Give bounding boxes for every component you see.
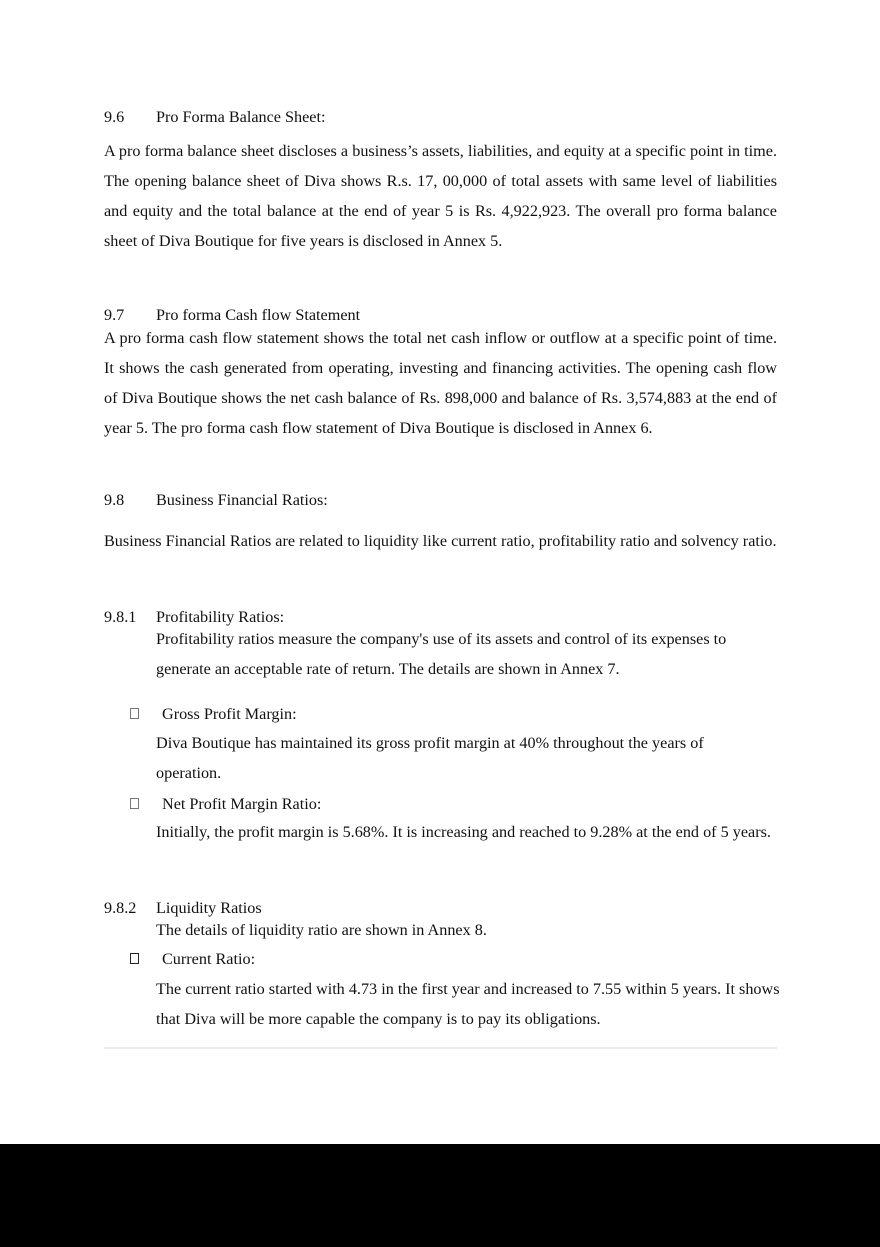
section-body-9-8-1: Profitability ratios measure the company's use of its assets and control of its expenses to generate an acceptable rate of return. The details are shown in Annex 7. — [156, 630, 727, 678]
section-number: 9.7 — [104, 306, 125, 324]
section-body-9-8-2: The details of liquidity ratio are shown in Annex 8. — [156, 921, 487, 939]
bullet-box-icon — [130, 708, 139, 719]
bullet-body-gross-profit-margin: Diva Boutique has maintained its gross profit margin at 40% throughout the years of operation. — [156, 734, 704, 782]
section-body-9-6: A pro forma balance sheet discloses a business’s assets, liabilities, and equity at a specific point in time. The opening balance sheet of Diva shows R.s. 17, 00,000 of total assets with same level of liabilities and equity and the total balance at the end of year 5 is Rs. 4,922,923. The overall pro forma balance sheet of Diva Boutique for five years is disclosed in Annex 5. — [104, 142, 777, 250]
section-body-9-8: Business Financial Ratios are related to liquidity like current ratio, profitability ratio and solvency ratio. — [104, 532, 777, 550]
page-divider — [104, 1047, 777, 1049]
bullet-body-net-profit-margin: Initially, the profit margin is 5.68%. It is increasing and reached to 9.28% at the end of 5 years. — [156, 823, 771, 841]
section-title: Profitability Ratios: — [156, 608, 285, 626]
section-title: Business Financial Ratios: — [156, 491, 328, 509]
bullet-body-current-ratio: The current ratio started with 4.73 in the first year and increased to 7.55 within 5 years. It shows that Diva will be more capable the company is to pay its obligations. — [156, 980, 780, 1028]
bullet-box-icon — [130, 798, 139, 809]
black-bottom-area — [0, 1144, 880, 1247]
section-title: Liquidity Ratios — [156, 899, 262, 917]
section-body-9-7: A pro forma cash flow statement shows the total net cash inflow or outflow at a specific point of time. It shows the cash generated from operating, investing and financing activities. The opening cash flow of Diva Boutique shows the net cash balance of Rs. 898,000 and balance of Rs. 3,574,883 at the end of year 5. The pro forma cash flow statement of Diva Boutique is disclosed in Annex 6. — [104, 329, 777, 437]
section-number: 9.6 — [104, 108, 125, 126]
bullet-title-current-ratio: Current Ratio: — [162, 950, 256, 968]
section-title: Pro forma Cash flow Statement — [156, 306, 361, 324]
bullet-box-icon — [130, 953, 139, 964]
section-number: 9.8 — [104, 491, 125, 509]
bullet-title-gross-profit-margin: Gross Profit Margin: — [162, 705, 297, 723]
section-number: 9.8.1 — [104, 608, 137, 626]
bullet-title-net-profit-margin: Net Profit Margin Ratio: — [162, 795, 322, 813]
section-title: Pro Forma Balance Sheet: — [156, 108, 326, 126]
section-number: 9.8.2 — [104, 899, 137, 917]
